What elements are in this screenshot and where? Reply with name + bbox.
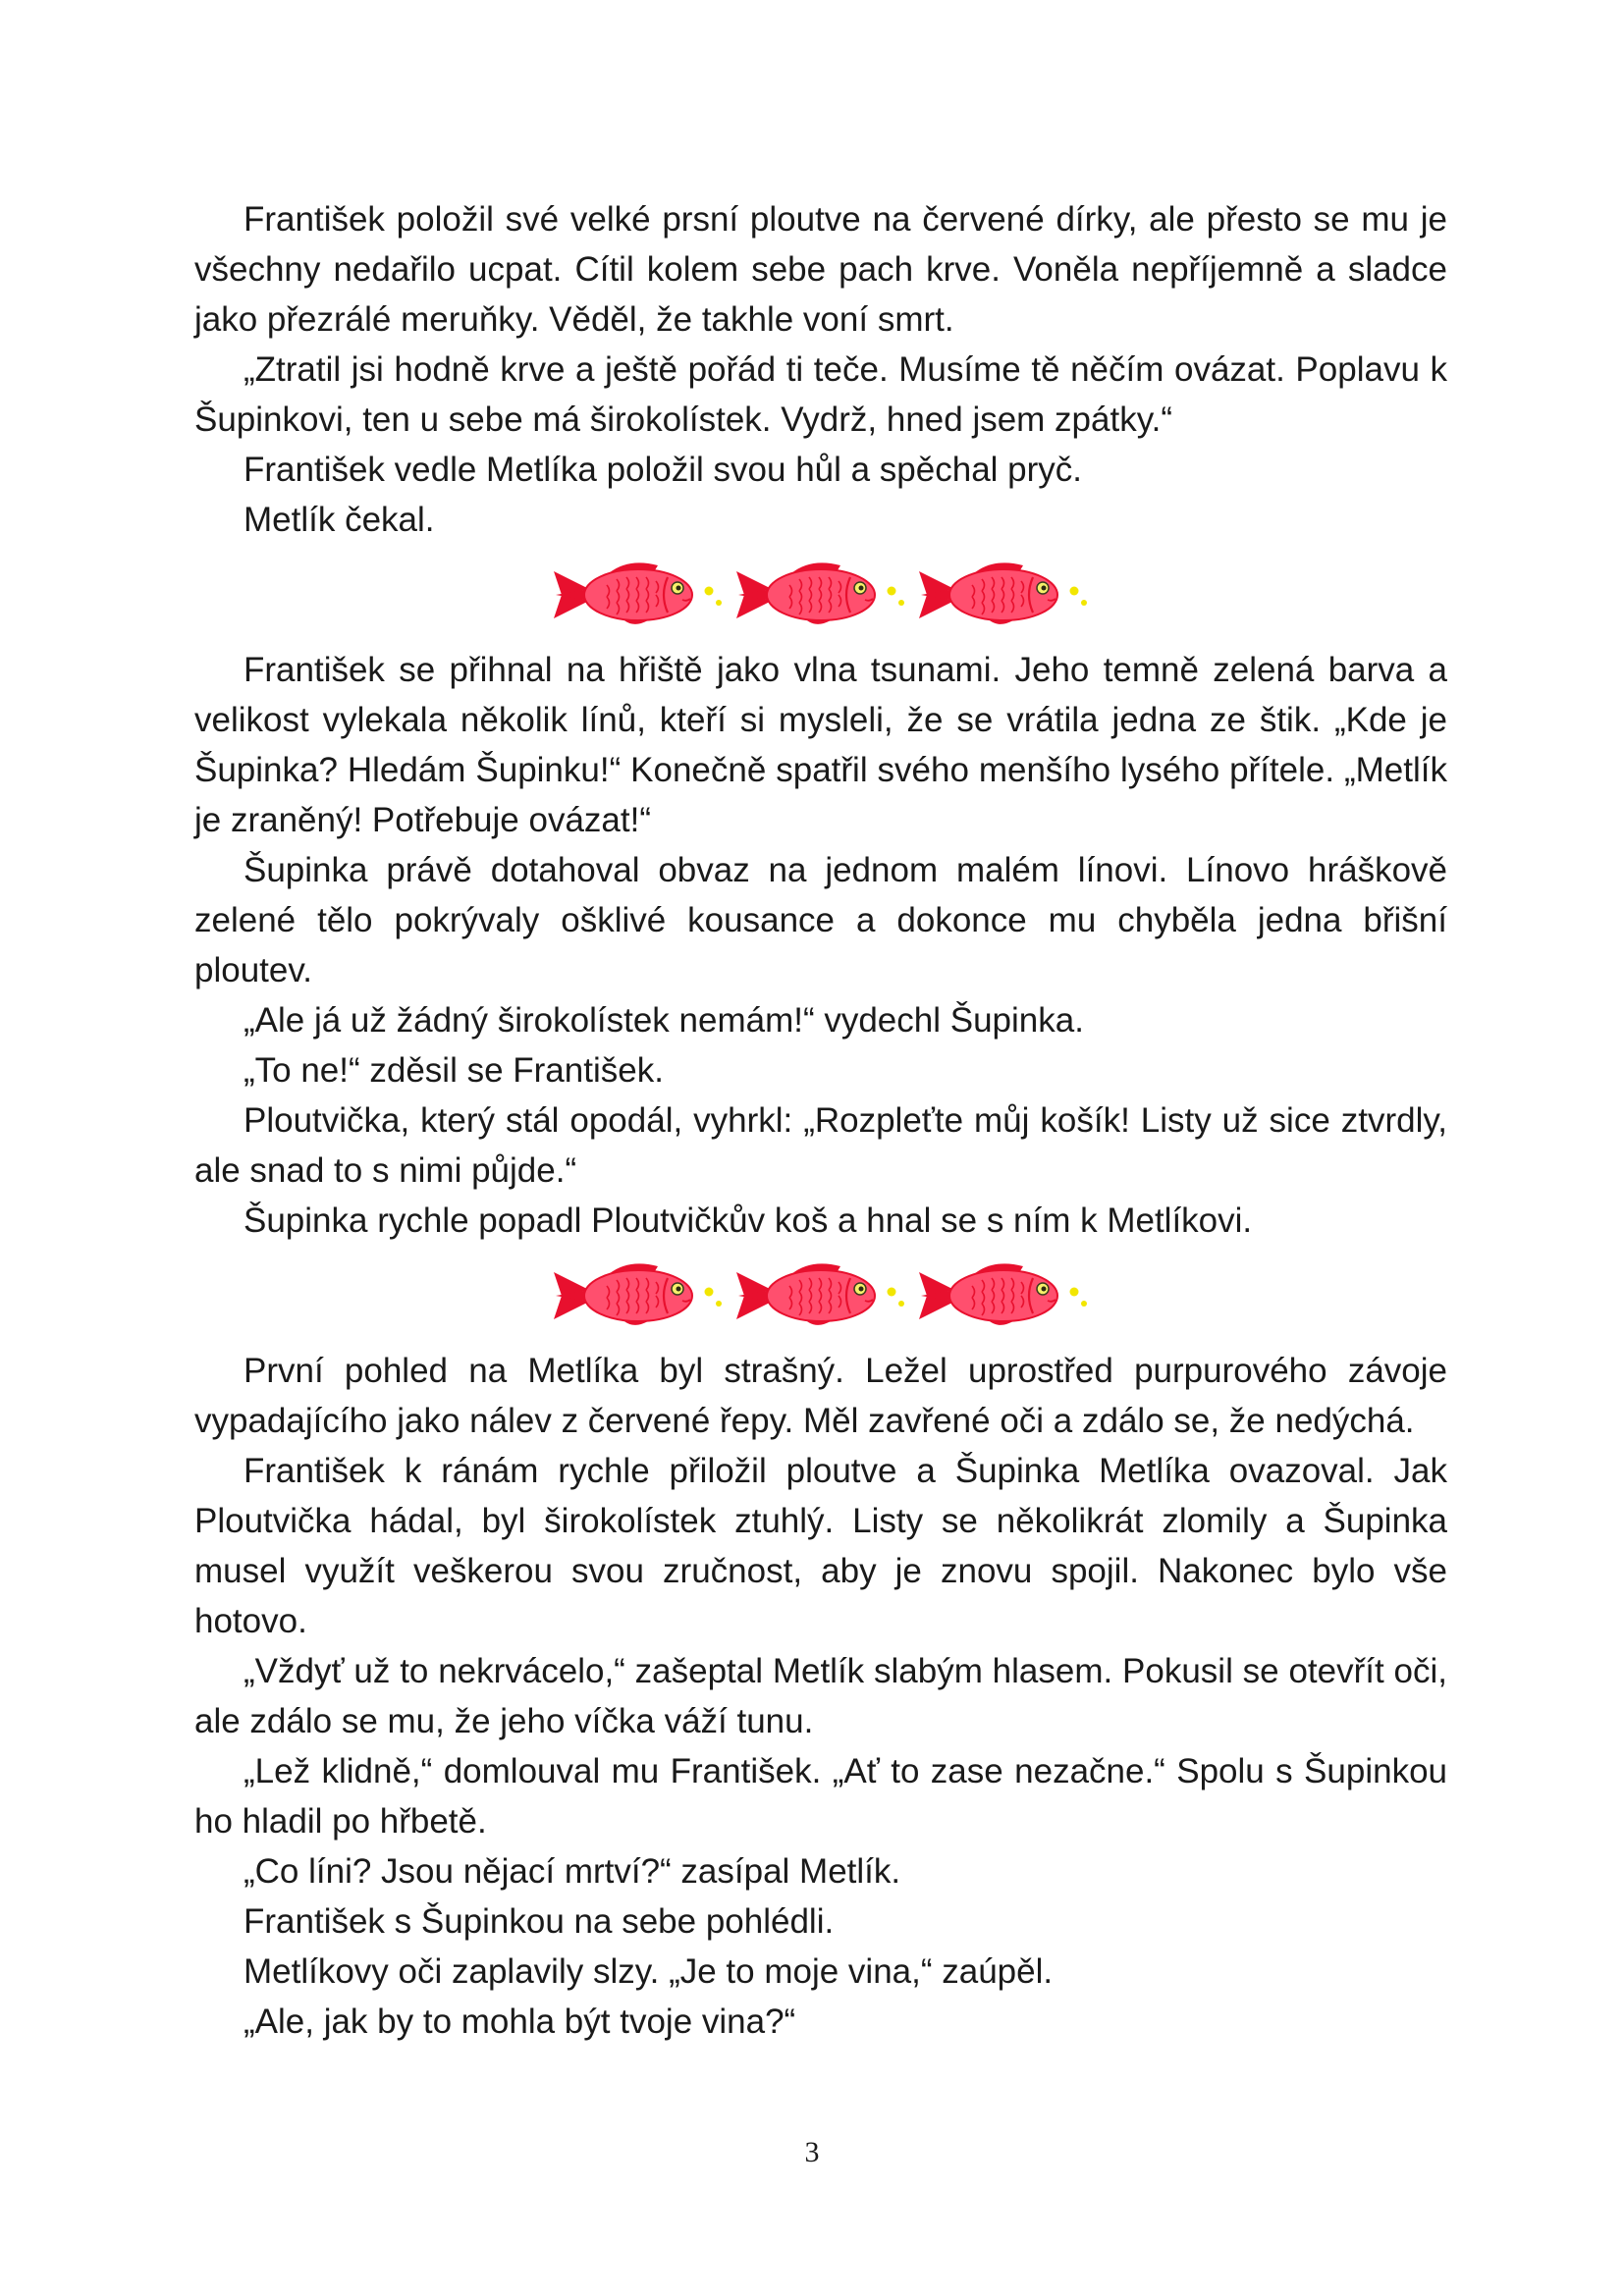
paragraph: „Ale já už žádný širokolístek nemám!“ vydechl Šupinka. [244,1001,1084,1040]
paragraph: František se přihnal na hřiště jako vlna tsunami. Jeho temně zelená barva a velikost vylekala několik línů, kteří si mysleli, že se vrátila jedna ze štik. „Kde je Šupinka? Hledám Šupinku!“ Konečně spatřil svého menšího lysého přítele. „Metlík je zraněný! Potřebuje ovázat!“ [194,651,1447,839]
fish-icon [550,556,727,634]
fish-icon [915,556,1092,634]
paragraph: „Co líni? Jsou nějací mrtví?“ zasípal Metlík. [244,1852,901,1891]
page-number: 3 [804,2136,820,2168]
paragraph: Šupinka rychle popadl Ploutvičkův koš a hnal se s ním k Metlíkovi. [244,1201,1253,1240]
paragraph: „Ale, jak by to mohla být tvoje vina?“ [244,2002,796,2041]
paragraph: František s Šupinkou na sebe pohlédli. [244,1902,835,1941]
paragraph: Šupinka právě dotahoval obvaz na jednom malém línovi. Línovo hráškově zelené tělo pokrývaly ošklivé kousance a dokonce mu chyběla jedna břišní ploutev. [194,851,1447,989]
fish-divider [194,545,1447,645]
fish-icon [915,1256,1092,1335]
fish-icon [550,1256,727,1335]
paragraph: „Vždyť už to nekrvácelo,“ zašeptal Metlík slabým hlasem. Pokusil se otevřít oči, ale zdálo se mu, že jeho víčka váží tunu. [194,1652,1447,1740]
paragraph: „Ztratil jsi hodně krve a ještě pořád ti teče. Musíme tě něčím ovázat. Poplavu k Šupinkovi, ten u sebe má širokolístek. Vydrž, hned jsem zpátky.“ [194,350,1447,439]
paragraph: František vedle Metlíka položil svou hůl a spěchal pryč. [244,451,1083,489]
paragraph: „Lež klidně,“ domlouval mu František. „Ať to zase nezačne.“ Spolu s Šupinkou ho hladil po hřbetě. [194,1752,1447,1841]
story-text [194,194,1447,2047]
paragraph: Metlík čekal. [244,501,435,539]
paragraph: Ploutvička, který stál opodál, vyhrkl: „Rozpleťte můj košík! Listy už sice ztvrdly, ale snad to s nimi půjde.“ [194,1101,1447,1190]
fish-icon [732,1256,909,1335]
fish-icon [732,556,909,634]
paragraph: První pohled na Metlíka byl strašný. Ležel uprostřed purpurového závoje vypadajícího jako nálev z červené řepy. Měl zavřené oči a zdálo se, že nedýchá. [194,1352,1447,1440]
fish-divider [194,1246,1447,1346]
paragraph: František položil své velké prsní ploutve na červené dírky, ale přesto se mu je všechny nedařilo ucpat. Cítil kolem sebe pach krve. Voněla nepříjemně a sladce jako přezrálé meruňky. Věděl, že takhle voní smrt. [194,200,1447,339]
paragraph: František k ránám rychle přiložil ploutve a Šupinka Metlíka ovazoval. Jak Ploutvička hádal, byl širokolístek ztuhlý. Listy se několikrát zlomily a Šupinka musel využít veškerou svou zručnost, aby je znovu spojil. Nakonec bylo vše hotovo. [194,1452,1447,1640]
paragraph: Metlíkovy oči zaplavily slzy. „Je to moje vina,“ zaúpěl. [244,1952,1054,1991]
paragraph: „To ne!“ zděsil se František. [244,1051,664,1090]
